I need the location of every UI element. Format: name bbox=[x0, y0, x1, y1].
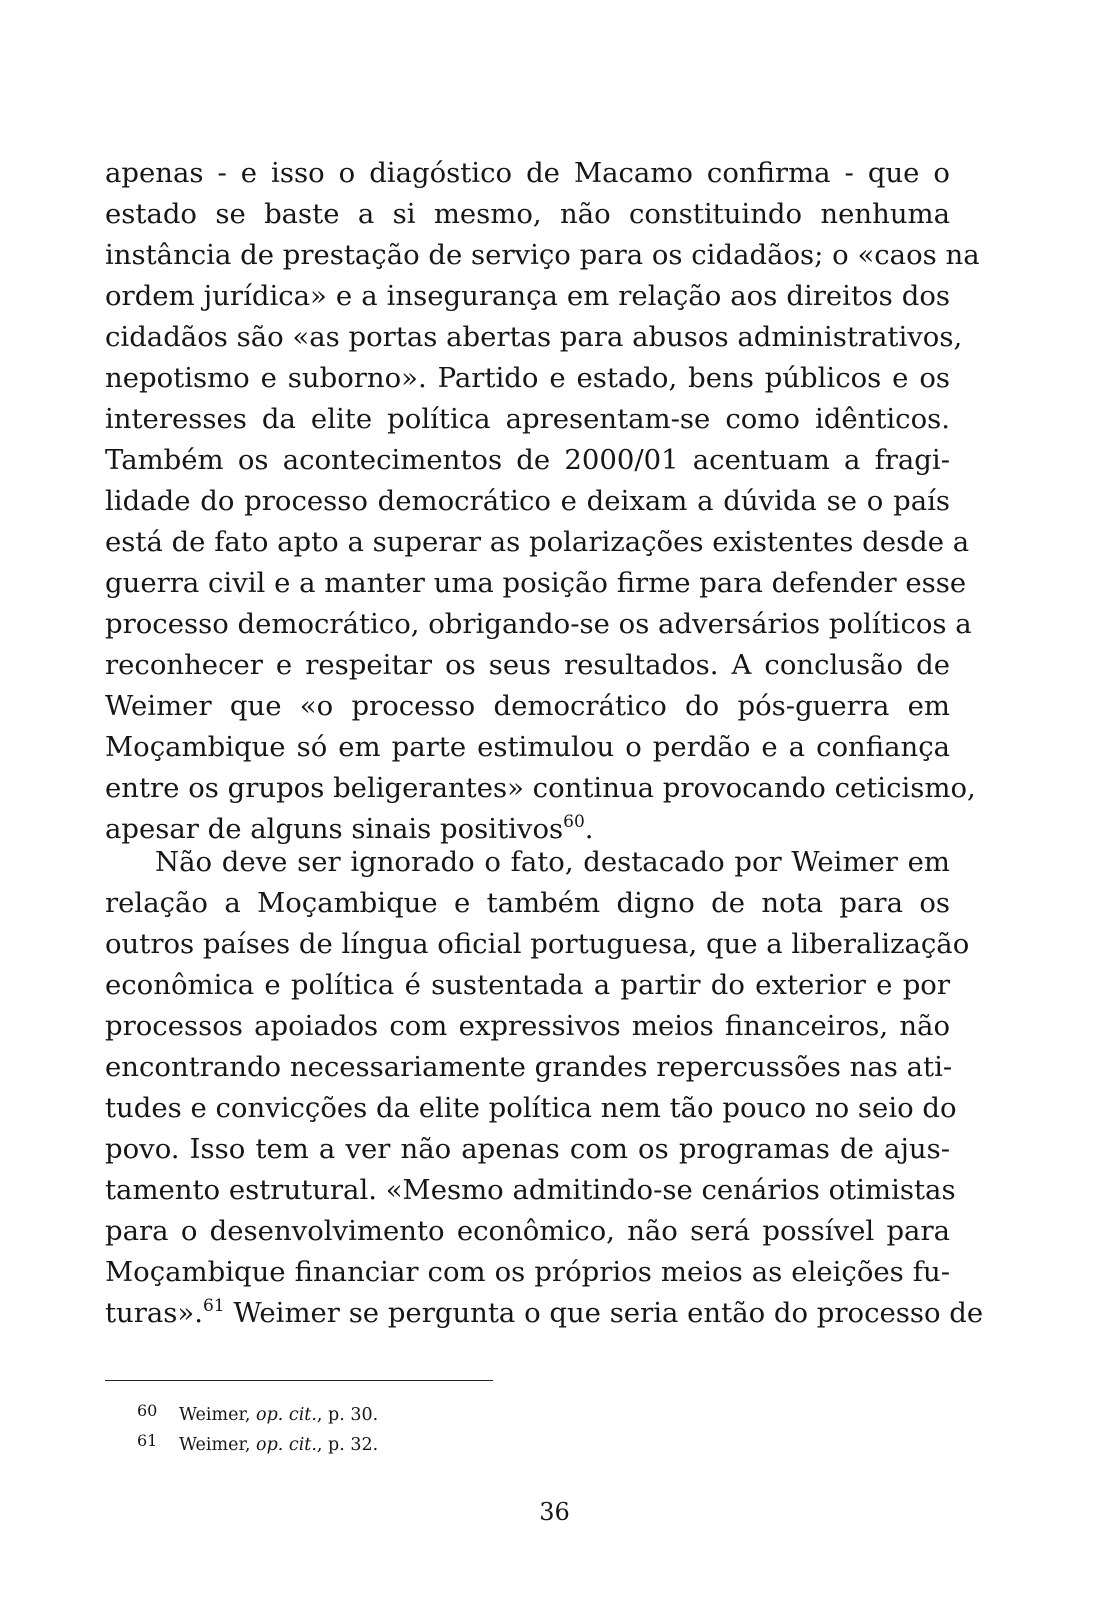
text-line: para o desenvolvimento econômico, não será possível para bbox=[105, 1215, 950, 1247]
text-line-indented: Não deve ser ignorado o fato, destacado por Weimer em bbox=[155, 846, 950, 878]
footnote-author: Weimer, bbox=[179, 1435, 257, 1455]
text-line: ordem jurídica» e a insegurança em relação aos direitos dos bbox=[105, 280, 950, 312]
text-line: processo democrático, obrigando-se os adversários políticos a bbox=[105, 608, 972, 640]
text-fragment: . bbox=[584, 813, 594, 845]
text-line: lidade do processo democrático e deixam a dúvida se o país bbox=[105, 485, 950, 517]
text-line: tamento estrutural. «Mesmo admitindo-se cenários otimistas bbox=[105, 1174, 956, 1206]
text-line: instância de prestação de serviço para os cidadãos; o «caos na bbox=[105, 239, 980, 271]
text-line: Weimer que «o processo democrático do pós-guerra em bbox=[105, 690, 950, 722]
paragraph-2 bbox=[105, 842, 984, 1334]
text-line: Moçambique financiar com os próprios meios as eleições fu- bbox=[105, 1256, 950, 1288]
text-line: povo. Isso tem a ver não apenas com os programas de ajus- bbox=[105, 1133, 950, 1165]
text-line: cidadãos são «as portas abertas para abusos administrativos, bbox=[105, 321, 963, 353]
footnote-reference-61[interactable]: 61 bbox=[202, 1296, 225, 1316]
text-line: interesses da elite política apresentam-se como idênticos. bbox=[105, 403, 950, 435]
text-line: econômica e política é sustentada a partir do exterior e por bbox=[105, 969, 950, 1001]
text-line: entre os grupos beligerantes» continua provocando ceticismo, bbox=[105, 772, 976, 804]
paragraph-1 bbox=[105, 153, 980, 850]
footnote-reference-60[interactable]: 60 bbox=[563, 812, 585, 832]
footnote-page: , p. 30. bbox=[316, 1405, 379, 1425]
text-line: guerra civil e a manter uma posição firme para defender esse bbox=[105, 567, 967, 599]
footnote-author: Weimer, bbox=[179, 1405, 257, 1425]
text-line: tudes e convicções da elite política nem tão pouco no seio do bbox=[105, 1092, 957, 1124]
text-line: processos apoiados com expressivos meios financeiros, não bbox=[105, 1010, 950, 1042]
text-line: está de fato apto a superar as polarizações existentes desde a bbox=[105, 526, 970, 558]
text-line: reconhecer e respeitar os seus resultados. A conclusão de bbox=[105, 649, 950, 681]
text-line: relação a Moçambique e também digno de nota para os bbox=[105, 887, 950, 919]
text-line-final bbox=[105, 1293, 984, 1334]
text-line: Moçambique só em parte estimulou o perdão e a confiança bbox=[105, 731, 950, 763]
text-fragment: turas». bbox=[105, 1297, 203, 1329]
footnotes bbox=[105, 1400, 705, 1460]
text-line: Também os acontecimentos de 2000/01 acentuam a fragi- bbox=[105, 444, 950, 476]
footnote-divider bbox=[105, 1380, 493, 1381]
text-line: apenas - e isso o diagóstico de Macamo confirma - que o bbox=[105, 157, 950, 189]
text-line: encontrando necessariamente grandes repercussões nas ati- bbox=[105, 1051, 953, 1083]
footnote-60 bbox=[105, 1400, 705, 1430]
footnote-number: 60 bbox=[137, 1401, 158, 1420]
footnote-work: op. cit. bbox=[256, 1405, 317, 1425]
footnote-page: , p. 32. bbox=[316, 1435, 379, 1455]
text-fragment: Weimer se pergunta o que seria então do processo de bbox=[224, 1297, 984, 1329]
footnote-work: op. cit. bbox=[256, 1435, 317, 1455]
text-line: nepotismo e suborno». Partido e estado, bens públicos e os bbox=[105, 362, 950, 394]
footnote-61 bbox=[105, 1430, 705, 1460]
page-number: 36 bbox=[539, 1498, 570, 1526]
text-line: estado se baste a si mesmo, não constituindo nenhuma bbox=[105, 198, 950, 230]
text-line: outros países de língua oficial portuguesa, que a liberalização bbox=[105, 928, 970, 960]
footnote-number: 61 bbox=[137, 1431, 158, 1450]
text-fragment: apesar de alguns sinais positivos bbox=[105, 813, 564, 845]
